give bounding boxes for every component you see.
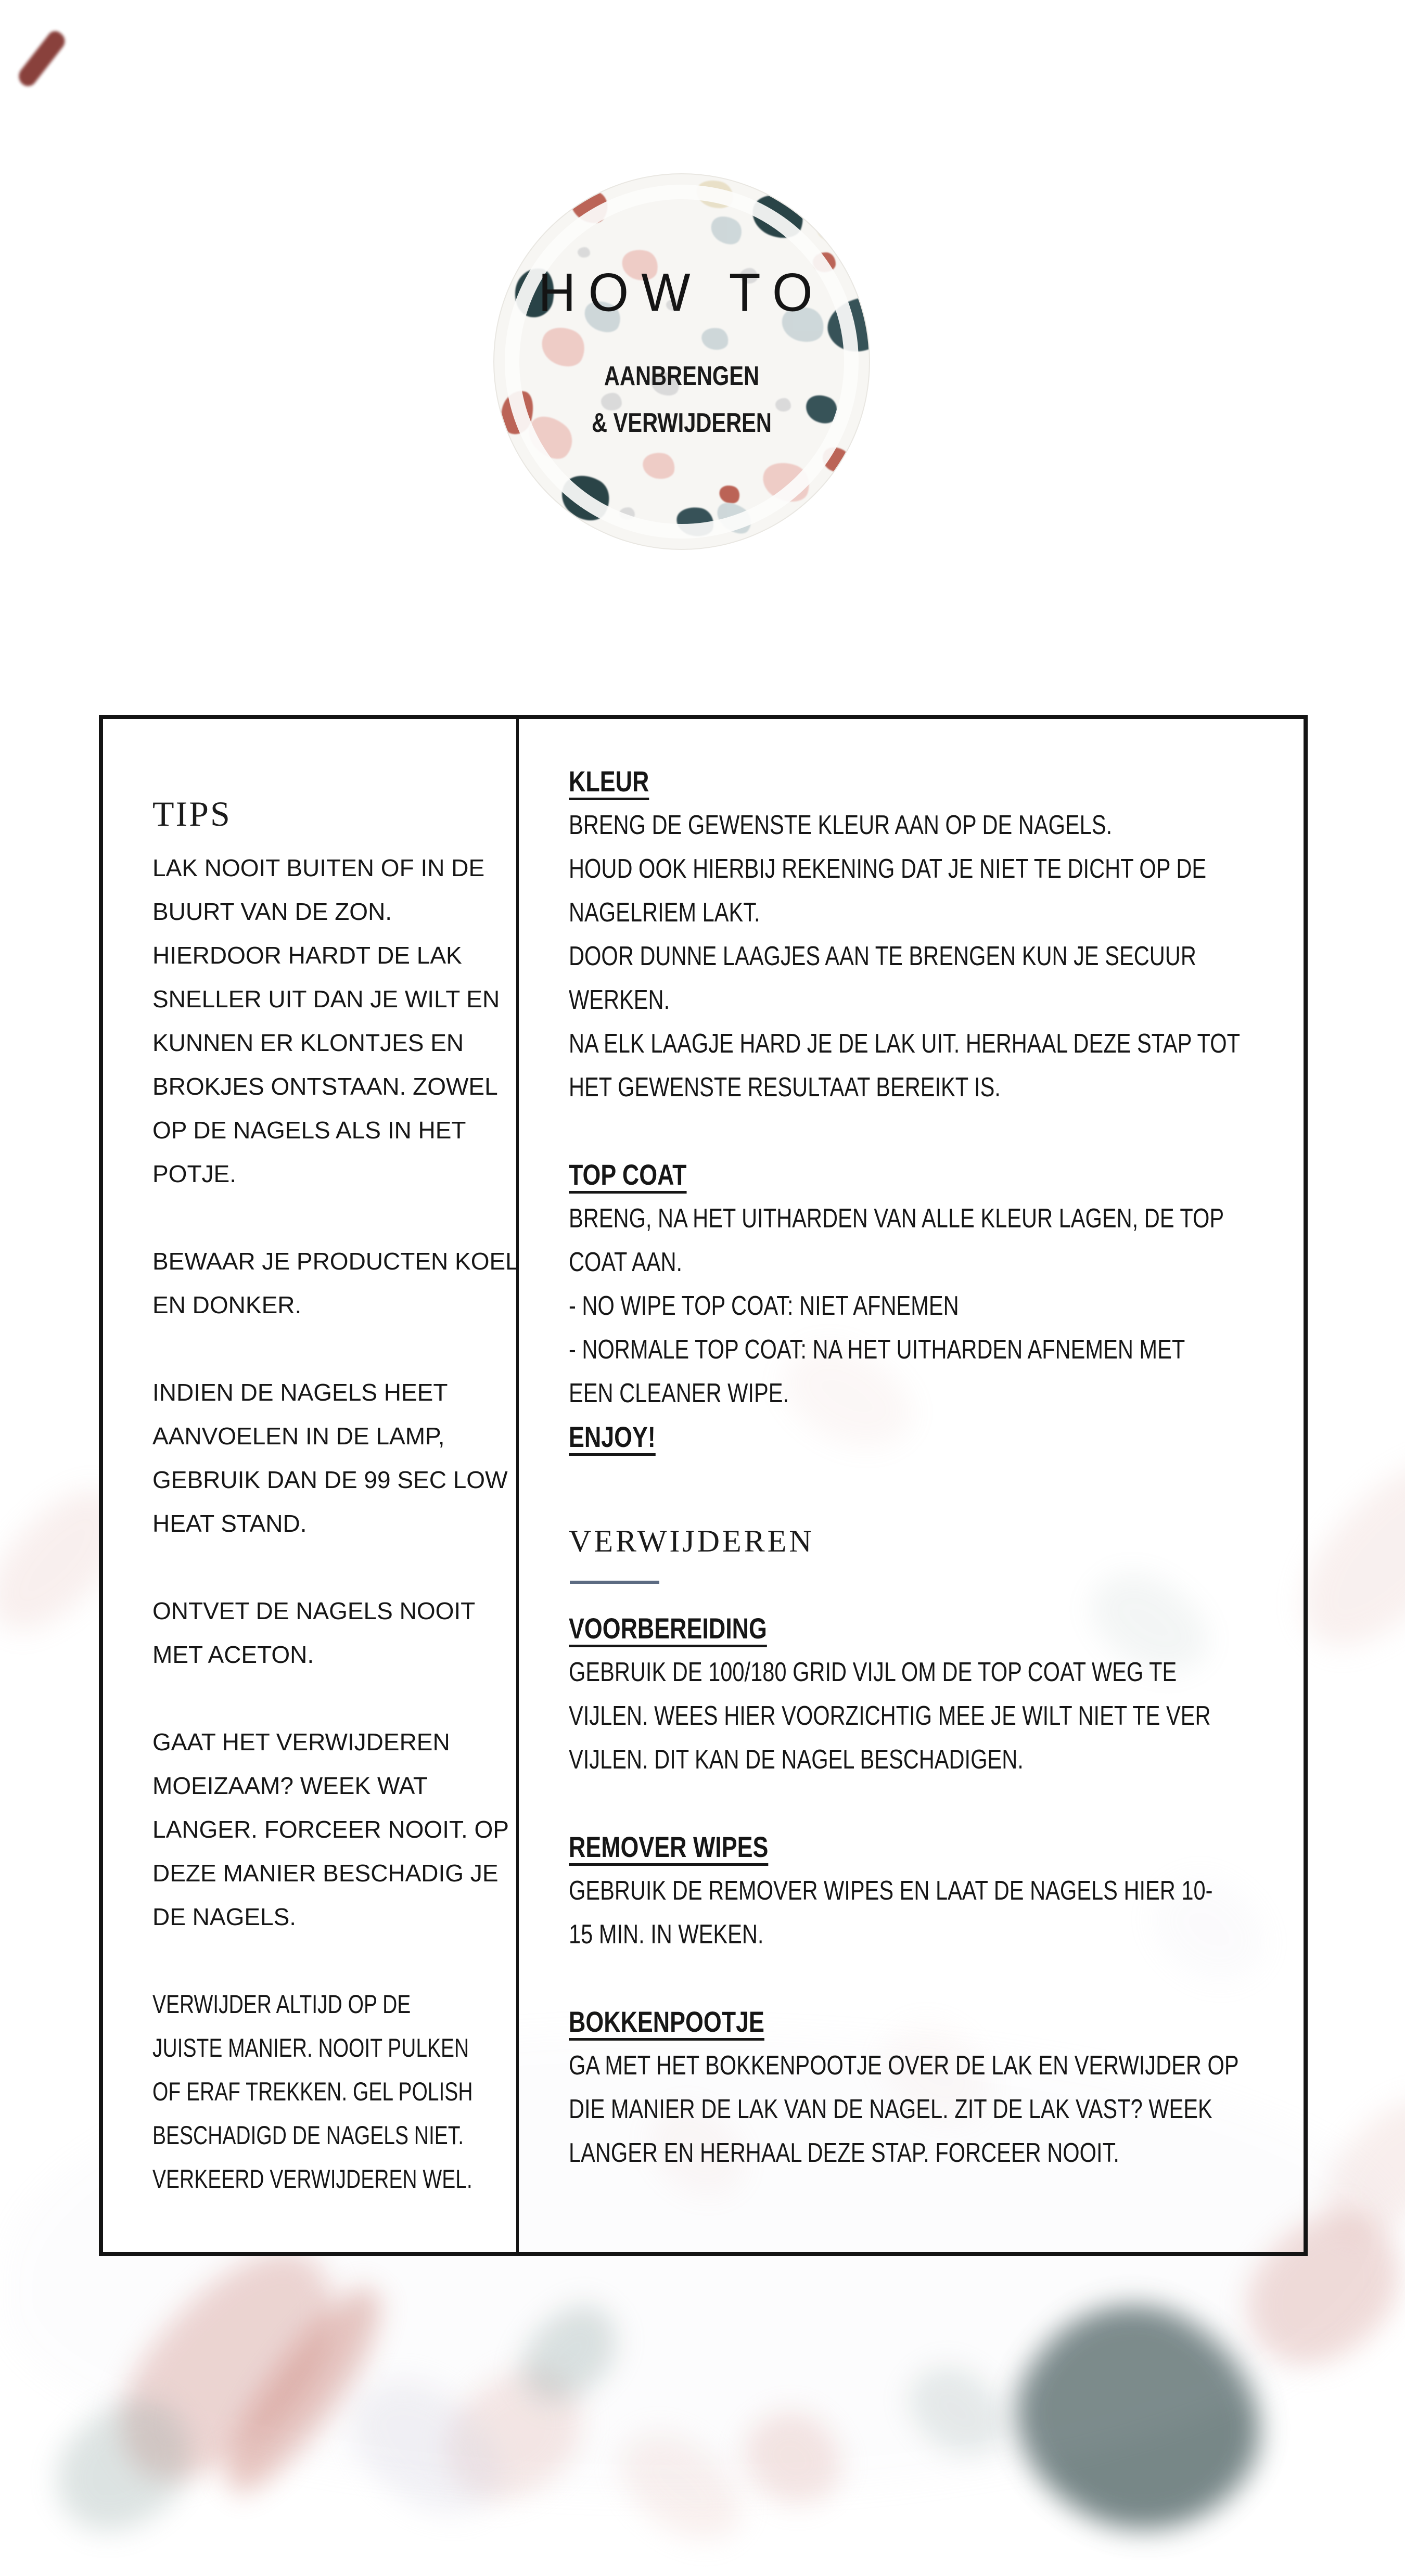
text-line: LANGER. FORCEER NOOIT. OP	[152, 1816, 509, 1843]
text-line: WERKEN.	[569, 985, 670, 1015]
text-line: BRENG, NA HET UITHARDEN VAN ALLE KLEUR LAGEN, DE TOP	[569, 1203, 1224, 1234]
text-line: - NO WIPE TOP COAT: NIET AFNEMEN	[569, 1291, 959, 1321]
section-body-top-coat	[569, 1197, 1240, 1415]
tips-heading: TIPS	[152, 794, 232, 834]
section-body-kleur	[569, 803, 1240, 1109]
text-line: DE NAGELS.	[152, 1903, 297, 1930]
text-line: BEWAAR JE PRODUCTEN KOEL	[152, 1248, 519, 1275]
text-line: BROKJES ONTSTAAN. ZOWEL	[152, 1073, 498, 1100]
text-line: LAK NOOIT BUITEN OF IN DE	[152, 854, 485, 881]
logo-title: HOW TO	[538, 262, 825, 323]
removal-heading: VERWIJDEREN	[569, 1524, 814, 1558]
text-line: AANVOELEN IN DE LAMP,	[152, 1422, 445, 1450]
section-body-voorbereiding	[569, 1650, 1240, 1782]
text-line: BESCHADIGD DE NAGELS NIET.	[152, 2121, 464, 2150]
text-line: BRENG DE GEWENSTE KLEUR AAN OP DE NAGELS.	[569, 810, 1113, 840]
section-top-coat	[569, 1153, 1405, 1415]
text-line: EEN CLEANER WIPE.	[569, 1378, 789, 1408]
text-line: DEZE MANIER BESCHADIG JE	[152, 1860, 499, 1887]
text-line: OP DE NAGELS ALS IN HET	[152, 1117, 466, 1144]
text-line: BUURT VAN DE ZON.	[152, 898, 392, 925]
section-heading-bokkenpootje: BOKKENPOOTJE	[569, 2005, 764, 2038]
text-line: HEAT STAND.	[152, 1510, 307, 1537]
section-body-remover-wipes	[569, 1869, 1240, 1956]
text-line: VIJLEN. WEES HIER VOORZICHTIG MEE JE WILT NIET TE VER	[569, 1701, 1211, 1731]
text-line: GAAT HET VERWIJDEREN	[152, 1728, 450, 1755]
section-bokkenpootje	[569, 2000, 1405, 2175]
text-line: GEBRUIK DE 100/180 GRID VIJL OM DE TOP COAT WEG TE	[569, 1657, 1177, 1687]
instructions-panel	[99, 715, 1308, 2256]
text-line: EN DONKER.	[152, 1291, 302, 1318]
text-line: VERKEERD VERWIJDEREN WEL.	[152, 2164, 472, 2194]
tips-paragraph-6	[152, 1982, 473, 2201]
text-line: GEBRUIK DAN DE 99 SEC LOW	[152, 1466, 508, 1493]
logo-badge	[494, 174, 869, 549]
tips-paragraph-5	[152, 1720, 509, 1939]
text-line: ONTVET DE NAGELS NOOIT	[152, 1597, 476, 1624]
section-heading-enjoy: ENJOY!	[569, 1420, 656, 1453]
tips-paragraph-3	[152, 1370, 508, 1545]
text-line: OF ERAF TREKKEN. GEL POLISH	[152, 2077, 473, 2106]
section-enjoy	[569, 1415, 1405, 1459]
text-line: 15 MIN. IN WEKEN.	[569, 1919, 764, 1950]
section-heading-voorbereiding: VOORBEREIDING	[569, 1612, 767, 1645]
text-line: HOUD OOK HIERBIJ REKENING DAT JE NIET TE DICHT OP DE	[569, 854, 1207, 884]
text-line: DIE MANIER DE LAK VAN DE NAGEL. ZIT DE LAK VAST? WEEK	[569, 2094, 1212, 2124]
text-line: VERWIJDER ALTIJD OP DE	[152, 1990, 411, 2019]
text-line: GEBRUIK DE REMOVER WIPES EN LAAT DE NAGELS HIER 10-	[569, 1876, 1213, 1906]
slate-divider-line	[570, 1581, 659, 1584]
text-line: MET ACETON.	[152, 1641, 314, 1668]
section-kleur	[569, 760, 1405, 1109]
text-line: HIERDOOR HARDT DE LAK	[152, 942, 462, 969]
text-line: COAT AAN.	[569, 1247, 683, 1277]
tips-paragraph-4	[152, 1589, 485, 1676]
section-heading-kleur: KLEUR	[569, 765, 649, 798]
text-line: NA ELK LAAGJE HARD JE DE LAK UIT. HERHAAL DEZE STAP TOT	[569, 1029, 1240, 1059]
text-line: LANGER EN HERHAAL DEZE STAP. FORCEER NOOIT.	[569, 2138, 1119, 2168]
text-line: NAGELRIEM LAKT.	[569, 898, 760, 928]
section-body-bokkenpootje	[569, 2044, 1240, 2175]
tips-paragraph-2	[152, 1239, 519, 1327]
text-line: MOEIZAAM? WEEK WAT	[152, 1772, 428, 1799]
section-heading-top-coat: TOP COAT	[569, 1158, 687, 1191]
section-remover-wipes	[569, 1825, 1405, 1956]
text-line: DOOR DUNNE LAAGJES AAN TE BRENGEN KUN JE SECUUR	[569, 941, 1196, 971]
tips-column	[103, 719, 519, 2252]
text-line: HET GEWENSTE RESULTAAT BEREIKT IS.	[569, 1072, 1001, 1103]
instructions-column	[516, 719, 1405, 2252]
text-line: VIJLEN. DIT KAN DE NAGEL BESCHADIGEN.	[569, 1745, 1024, 1775]
text-line: SNELLER UIT DAN JE WILT EN	[152, 985, 500, 1013]
text-line: POTJE.	[152, 1160, 237, 1187]
section-heading-remover-wipes: REMOVER WIPES	[569, 1830, 769, 1863]
text-line: KUNNEN ER KLONTJES EN	[152, 1029, 464, 1056]
tips-paragraph-1	[152, 846, 500, 1196]
logo-subtitle-line1: AANBRENGEN	[604, 361, 760, 391]
text-line: - NORMALE TOP COAT: NA HET UITHARDEN AFNEMEN MET	[569, 1335, 1185, 1365]
text-line: INDIEN DE NAGELS HEET	[152, 1379, 448, 1406]
logo-subtitle-line2: & VERWIJDEREN	[592, 408, 772, 438]
section-voorbereiding	[569, 1607, 1405, 1782]
text-line: JUISTE MANIER. NOOIT PULKEN	[152, 2033, 469, 2062]
text-line: GA MET HET BOKKENPOOTJE OVER DE LAK EN VERWIJDER OP	[569, 2050, 1239, 2081]
